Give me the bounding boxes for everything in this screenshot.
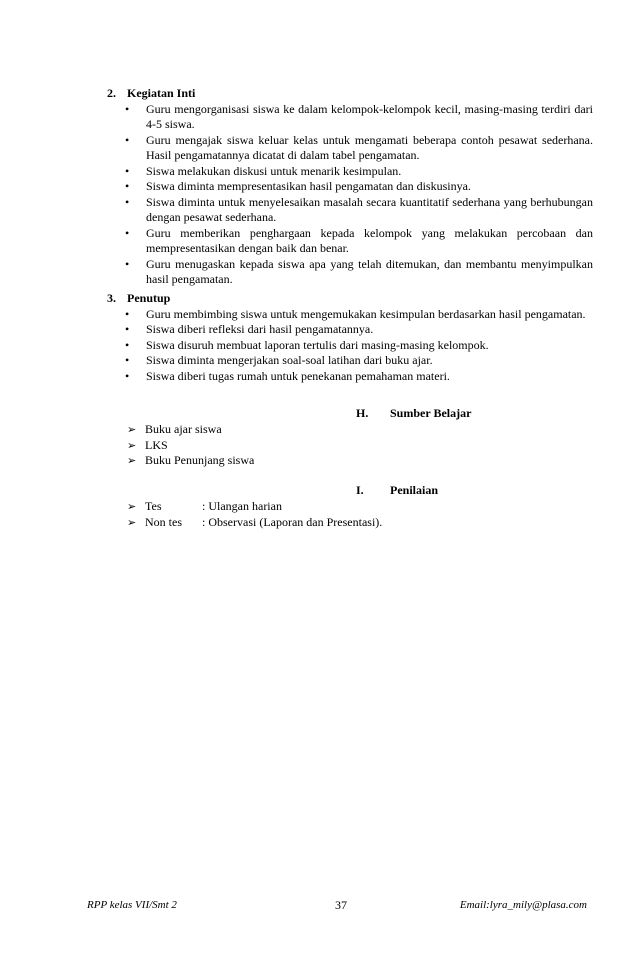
section-penutup	[107, 291, 593, 384]
list-item: • Siswa melakukan diskusi untuk menarik kesimpulan.	[125, 163, 402, 178]
list-item: ➢ Buku Penunjang siswa	[127, 453, 255, 467]
section-title: Sumber Belajar	[390, 406, 472, 420]
bullet-icon: •	[125, 132, 130, 147]
section-title: Penilaian	[390, 483, 439, 497]
list-item: • Siswa diberi refleksi dari hasil pengamatannya.	[125, 322, 374, 336]
bullet-icon: •	[125, 101, 130, 116]
bullet-icon: •	[125, 163, 130, 178]
section-title: Kegiatan Inti	[127, 86, 196, 100]
list-item: • Guru mengajak siswa keluar kelas untuk mengamati beberapa contoh pesawat sederhana. Hasil pengamatannya dicatat di dalam tabel pengamatan.	[125, 132, 593, 162]
list-item: • Siswa diberi tugas rumah untuk penekanan pemahaman materi.	[125, 368, 450, 383]
list-item: • Siswa diminta mempresentasikan hasil pengamatan dan diskusinya.	[125, 179, 471, 193]
list-item: • Siswa diminta untuk menyelesaikan masalah secara kuantitatif sederhana yang berhubungan dengan pesawat sederhana.	[125, 194, 593, 224]
list-item: • Guru mengorganisasi siswa ke dalam kelompok-kelompok kecil, masing-masing terdiri dari 4-5 siswa.	[125, 101, 593, 131]
assessment-method: : Observasi (Laporan dan Presentasi).	[202, 514, 383, 529]
bullet-icon: •	[125, 322, 130, 336]
list-item	[127, 499, 382, 515]
arrow-bullet-icon: ➢	[127, 454, 137, 467]
bullet-icon: •	[125, 194, 130, 209]
section-kegiatan-inti	[107, 86, 593, 288]
bullet-icon: •	[125, 337, 130, 352]
assessment-type: Non tes	[145, 514, 182, 529]
list-item: • Siswa diminta mengerjakan soal-soal latihan dari buku ajar.	[125, 353, 433, 367]
assessment-method: : Ulangan harian	[202, 499, 282, 513]
section-heading	[107, 86, 593, 102]
page-footer	[87, 898, 587, 914]
list-item: • Guru membimbing siswa untuk mengemukakan kesimpulan berdasarkan hasil pengamatan.	[125, 306, 586, 321]
section-heading-sumber-belajar	[356, 406, 471, 422]
page-number: 37	[335, 898, 347, 912]
section-heading-penilaian	[356, 483, 438, 499]
arrow-bullet-icon: ➢	[127, 500, 137, 513]
closing-list	[107, 307, 593, 385]
activity-list	[107, 102, 593, 288]
bullet-icon: •	[125, 256, 130, 271]
bullet-icon: •	[125, 353, 130, 367]
list-item: ➢ LKS	[127, 437, 168, 452]
arrow-bullet-icon: ➢	[127, 423, 137, 436]
bullet-icon: •	[125, 306, 130, 321]
section-letter: I.	[356, 483, 364, 497]
list-item: • Guru menugaskan kepada siswa apa yang telah ditemukan, dan membantu menyimpulkan hasil pengamatan.	[125, 256, 593, 286]
list-item: • Guru memberikan penghargaan kepada kelompok yang melakukan percobaan dan mempresentasikan dengan baik dan benar.	[125, 225, 593, 255]
list-item: ➢ Buku ajar siswa	[127, 422, 222, 436]
section-title: Penutup	[127, 291, 171, 305]
learning-sources-list	[127, 422, 254, 469]
bullet-icon: •	[125, 225, 130, 240]
bullet-icon: •	[125, 368, 130, 383]
assessment-type: Tes	[145, 499, 162, 513]
assessment-list	[127, 499, 382, 530]
footer-email: Email:lyra_mily@plasa.com	[459, 899, 587, 911]
list-item	[127, 515, 382, 531]
footer-document-label: RPP kelas VII/Smt 2	[87, 899, 177, 911]
section-letter: H.	[356, 406, 369, 420]
arrow-bullet-icon: ➢	[127, 515, 137, 529]
bullet-icon: •	[125, 179, 130, 193]
list-item: • Siswa disuruh membuat laporan tertulis dari masing-masing kelompok.	[125, 337, 489, 352]
section-number: 3.	[107, 291, 116, 305]
section-number: 2.	[107, 86, 116, 100]
arrow-bullet-icon: ➢	[127, 438, 137, 452]
section-heading	[107, 291, 593, 307]
